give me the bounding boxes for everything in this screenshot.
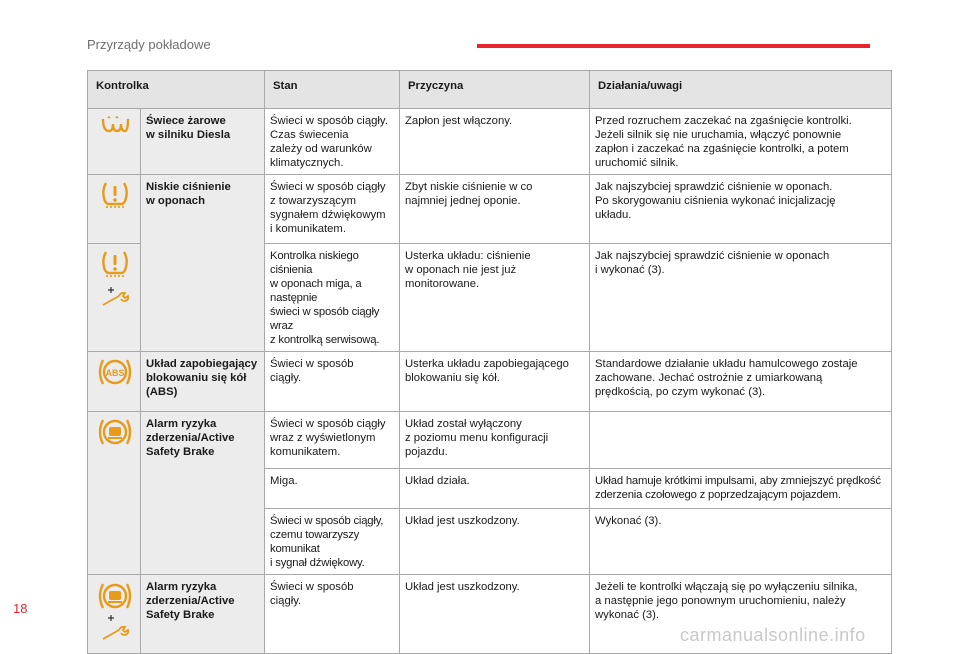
row-przyczyna: Układ działa. <box>400 469 590 509</box>
row-przyczyna: Układ jest uszkodzony. <box>400 509 590 575</box>
row-dzialania: Jak najszybciej sprawdzić ciśnienie w oponach. Po skorygowaniu ciśnienia wykonać inicjalizację układu. <box>590 175 892 244</box>
table-row <box>88 175 892 244</box>
row-dzialania: Jak najszybciej sprawdzić ciśnienie w oponach i wykonać (3). <box>590 244 892 352</box>
row-dzialania: Wykonać (3). <box>590 509 892 575</box>
page-section-title: Przyrządy pokładowe <box>87 37 211 52</box>
tyre-pressure-service-icon <box>88 244 141 352</box>
column-header-dzialania: Działania/uwagi <box>590 71 892 109</box>
row-name: Świece żarowe w silniku Diesla <box>141 109 265 175</box>
row-dzialania <box>590 412 892 469</box>
row-stan: Kontrolka niskiego ciśnienia w oponach miga, a następnie świeci w sposób ciągły wraz z kontrolką serwisową. <box>265 244 400 352</box>
row-stan: Świeci w sposób ciągły z towarzyszącym sygnałem dźwiękowym i komunikatem. <box>265 175 400 244</box>
row-stan: Miga. <box>265 469 400 509</box>
row-name: Alarm ryzyka zderzenia/Active Safety Brake <box>141 575 265 654</box>
column-header-kontrolka: Kontrolka <box>88 71 265 109</box>
row-stan: Świeci w sposób ciągły, czemu towarzyszy komunikat i sygnał dźwiękowy. <box>265 509 400 575</box>
row-stan: Świeci w sposób ciągły. Czas świecenia zależy od warunków klimatycznych. <box>265 109 400 175</box>
row-name: Układ zapobiegający blokowaniu się kół (ABS) <box>141 352 265 412</box>
collision-alert-icon <box>88 412 141 575</box>
tyre-pressure-icon <box>88 175 141 244</box>
row-stan: Świeci w sposób ciągły. <box>265 575 400 654</box>
column-header-przyczyna: Przyczyna <box>400 71 590 109</box>
row-stan: Świeci w sposób ciągły. <box>265 352 400 412</box>
row-stan: Świeci w sposób ciągły wraz z wyświetlonym komunikatem. <box>265 412 400 469</box>
table-header-row <box>88 71 892 109</box>
page-number: 18 <box>13 601 28 616</box>
row-przyczyna: Zbyt niskie ciśnienie w co najmniej jednej oponie. <box>400 175 590 244</box>
row-dzialania: Układ hamuje krótkimi impulsami, aby zmniejszyć prędkość zderzenia czołowego z poprzedzającym pojazdem. <box>590 469 892 509</box>
table-row <box>88 352 892 412</box>
table-row <box>88 412 892 469</box>
svg-text:ABS: ABS <box>104 368 125 378</box>
row-przyczyna: Usterka układu: ciśnienie w oponach nie jest już monitorowane. <box>400 244 590 352</box>
table-row <box>88 109 892 175</box>
glow-plug-icon <box>88 109 141 175</box>
header-accent-bar <box>477 44 870 48</box>
row-name: Alarm ryzyka zderzenia/Active Safety Brake <box>141 412 265 575</box>
row-dzialania: Jeżeli te kontrolki włączają się po wyłączeniu silnika, a następnie jego ponownym uruchomieniu, należy wykonać (3). <box>590 575 892 654</box>
warning-lights-table <box>87 70 892 654</box>
row-przyczyna: Zapłon jest włączony. <box>400 109 590 175</box>
row-przyczyna: Układ został wyłączony z poziomu menu konfiguracji pojazdu. <box>400 412 590 469</box>
collision-alert-service-icon <box>88 575 141 654</box>
watermark: carmanualsonline.info <box>680 625 866 645</box>
row-przyczyna: Usterka układu zapobiegającego blokowaniu się kół. <box>400 352 590 412</box>
row-name: Niskie ciśnienie w oponach <box>141 175 265 352</box>
column-header-stan: Stan <box>265 71 400 109</box>
row-przyczyna: Układ jest uszkodzony. <box>400 575 590 654</box>
abs-icon <box>88 352 141 412</box>
row-dzialania: Przed rozruchem zaczekać na zgaśnięcie kontrolki. Jeżeli silnik się nie uruchamia, włączyć ponownie zapłon i zaczekać na zgaśnięcie kontrolki, a potem uruchomić silnik. <box>590 109 892 175</box>
row-dzialania: Standardowe działanie układu hamulcowego zostaje zachowane. Jechać ostrożnie z umiarkowaną prędkością, po czym wykonać (3). <box>590 352 892 412</box>
